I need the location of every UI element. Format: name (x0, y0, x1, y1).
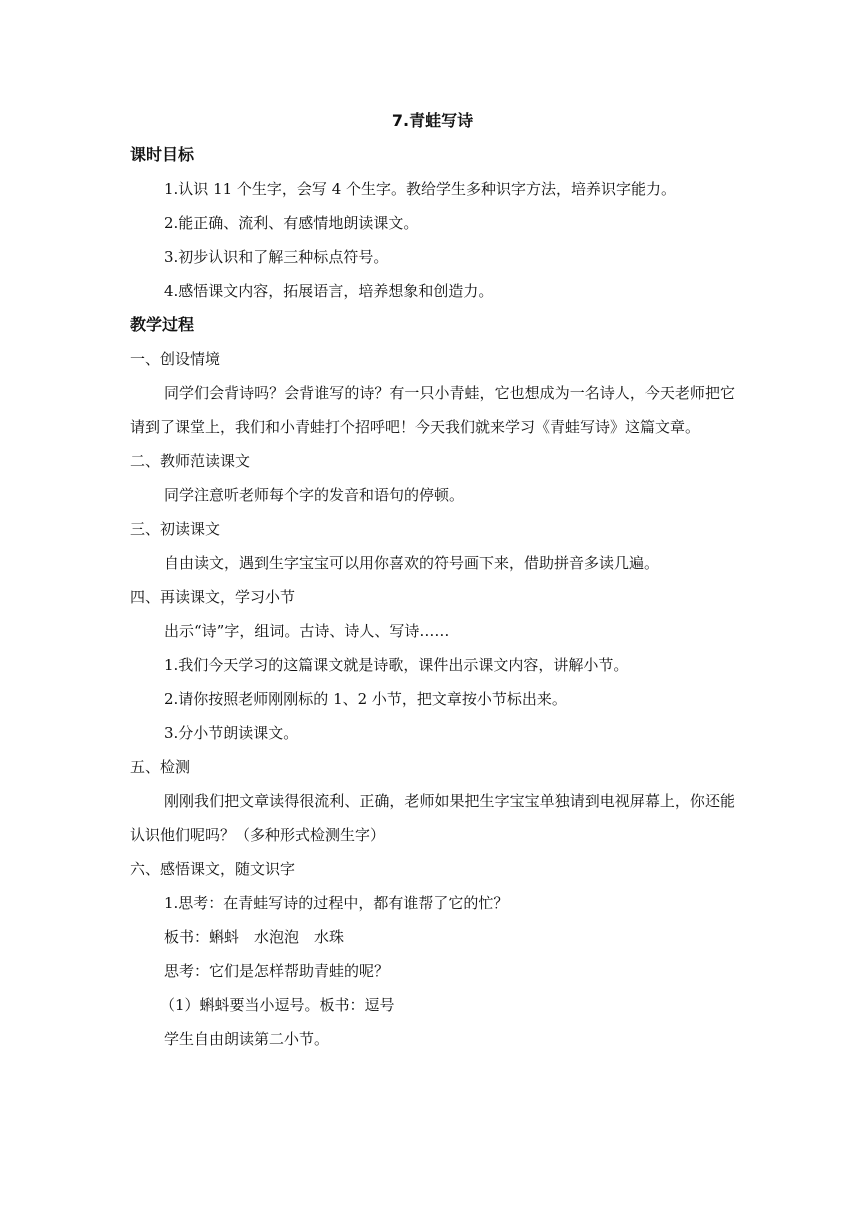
section-3-paragraph: 自由读文，遇到生字宝宝可以用你喜欢的符号画下来，借助拼音多读几遍。 (164, 554, 660, 572)
goal-item-3: 3.初步认识和了解三种标点符号。 (164, 248, 389, 266)
section-1-paragraph: 同学们会背诗吗？会背谁写的诗？有一只小青蛙，它也想成为一名诗人，今天老师把它请到了课堂上，我们和小青蛙打个招呼吧！今天我们就来学习《青蛙写诗》这篇文章。 (130, 384, 735, 436)
section-4-line-3: 2.请你按照老师刚刚标的 1、2 小节，把文章按小节标出来。 (164, 690, 567, 708)
goal-item-2: 2.能正确、流利、有感情地朗读课文。 (164, 214, 419, 232)
section-5-heading: 五、检测 (130, 758, 191, 776)
section-6-line-3: 思考：它们是怎样帮助青蛙的呢？ (164, 962, 390, 980)
section-6-heading: 六、感悟课文，随文识字 (130, 860, 296, 878)
section-4-line-4: 3.分小节朗读课文。 (164, 724, 299, 742)
section-5-paragraph: 刚刚我们把文章读得很流利、正确，老师如果把生字宝宝单独请到电视屏幕上，你还能认识他们呢吗？（多种形式检测生字） (130, 792, 735, 844)
section-3-heading: 三、初读课文 (130, 520, 221, 538)
section-2-paragraph: 同学注意听老师每个字的发音和语句的停顿。 (164, 486, 465, 504)
goal-item-1: 1.认识 11 个生字，会写 4 个生字。教给学生多种识字方法，培养识字能力。 (164, 180, 677, 198)
process-heading: 教学过程 (130, 315, 195, 334)
section-6-line-1: 1.思考：在青蛙写诗的过程中，都有谁帮了它的忙？ (164, 894, 509, 912)
document-content (130, 104, 735, 1056)
section-4-line-1: 出示“诗”字，组词。古诗、诗人、写诗…… (164, 622, 450, 640)
section-6-line-4: 学生自由朗读第二小节。 (164, 1030, 330, 1048)
section-1-heading: 一、创设情境 (130, 350, 221, 368)
section-2-heading: 二、教师范读课文 (130, 452, 251, 470)
goals-heading: 课时目标 (130, 145, 195, 164)
section-6-subitem-1: （1）蝌蚪要当小逗号。板书：逗号 (160, 996, 395, 1014)
section-4-line-2: 1.我们今天学习的这篇课文就是诗歌，课件出示课文内容，讲解小节。 (164, 656, 629, 674)
goal-item-4: 4.感悟课文内容，拓展语言，培养想象和创造力。 (164, 282, 494, 300)
section-6-line-2: 板书：蝌蚪 水泡泡 水珠 (164, 928, 345, 946)
page-title: 7.青蛙写诗 (391, 111, 474, 130)
section-4-heading: 四、再读课文，学习小节 (130, 588, 296, 606)
